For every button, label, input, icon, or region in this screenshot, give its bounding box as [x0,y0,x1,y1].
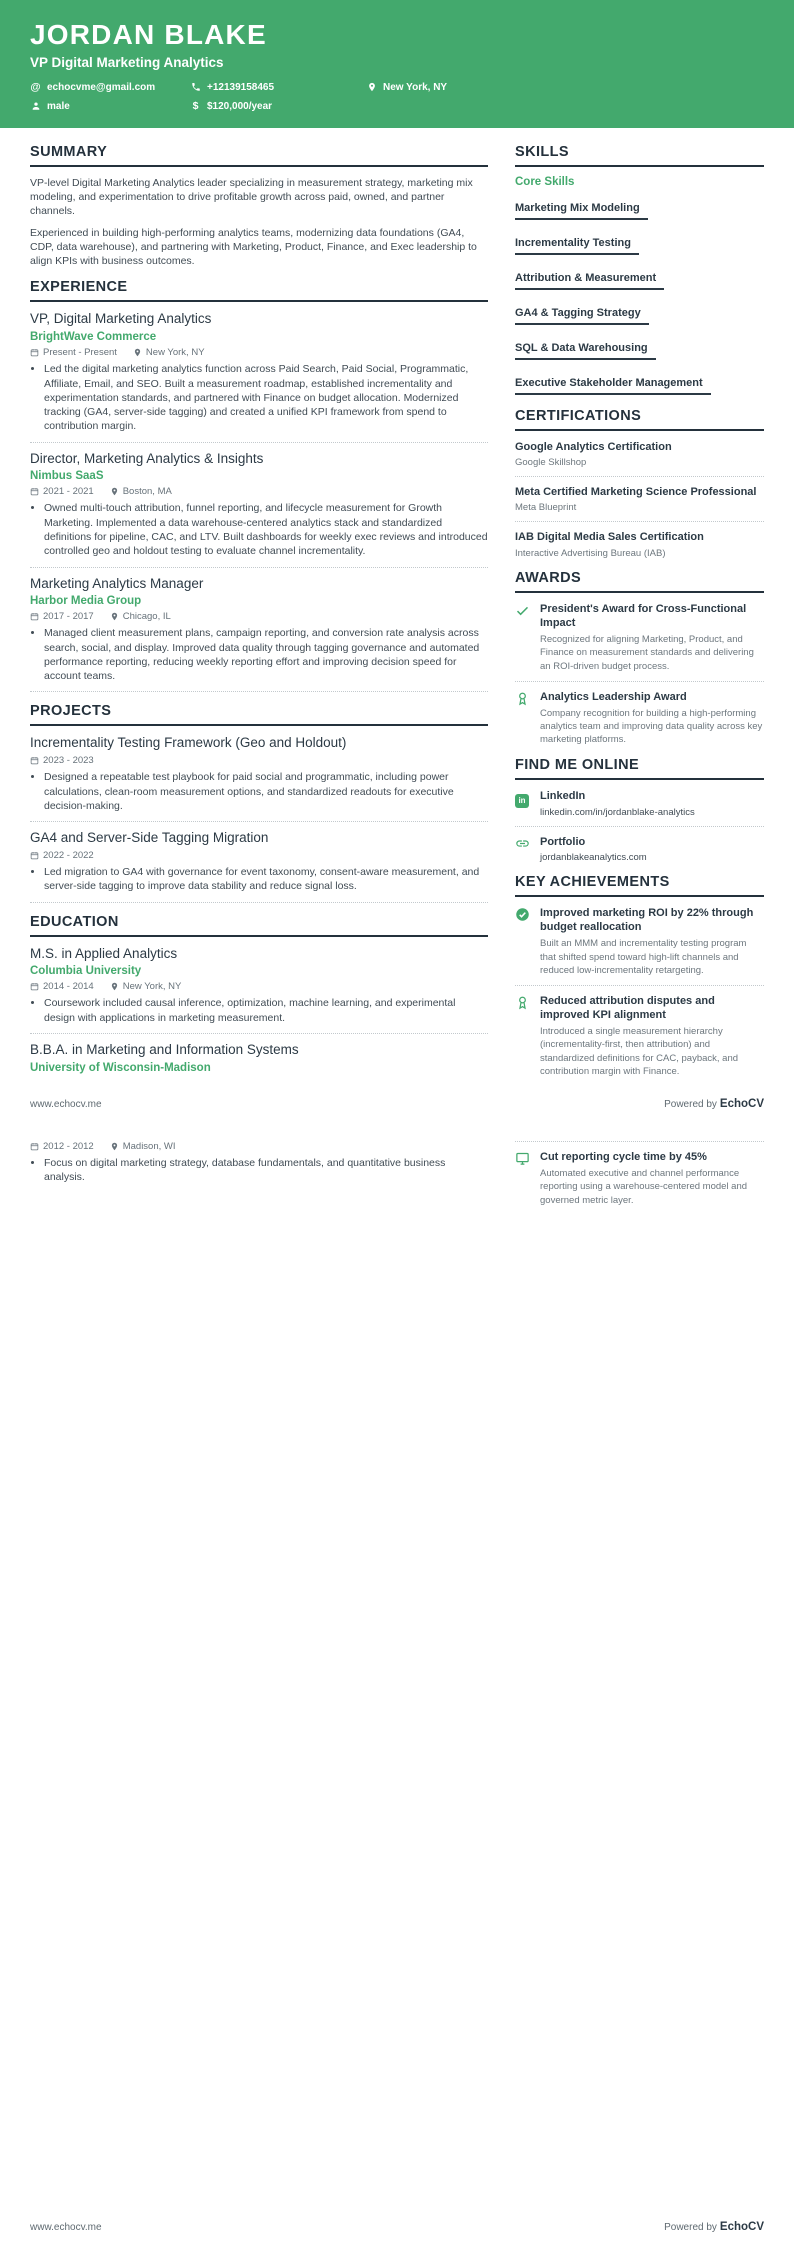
education-bullet: • Coursework included causal inference, optimization, machine learning, and experimental design with applications in marketing measurement. [44,996,488,1025]
candidate-name: JORDAN BLAKE [30,19,267,50]
education-dates-text: 2012 - 2012 [43,1141,94,1152]
achievement-entry [515,906,764,977]
contact-phone-text: +12139158465 [207,81,275,93]
footer-brand-link[interactable]: EchoCV [719,2221,764,2233]
dotted-divider [515,476,764,477]
achievement-description: Automated executive and channel performance reporting using a warehouse-centered model and governed metric layer. [540,1168,748,1206]
experience-company: Harbor Media Group [30,595,142,608]
left-column [30,144,488,1089]
dotted-divider [515,521,764,522]
dotted-divider [30,691,488,692]
section-key-achievements [515,874,764,1078]
online-profile-content [540,835,647,863]
skill-item [515,233,764,255]
experience-location-text: Chicago, IL [122,611,171,623]
education-meta [30,981,488,992]
key-achievements-heading: KEY ACHIEVEMENTS [515,874,764,897]
skill-item [515,198,764,220]
footer-site-link[interactable]: www.echocv.me [30,2222,102,2233]
achievement-description: Introduced a single measurement hierarchy (incrementality-first, then attribution) and standardized definitions for CAC, payback, and contribution margin with Finance. [540,1026,739,1077]
footer-brand-link[interactable]: EchoCV [719,1098,764,1110]
award-entry [515,602,764,673]
location-pin-icon [110,982,119,991]
phone-icon [190,82,201,93]
skill-label: Incrementality Testing [515,237,639,255]
education-location-text: New York, NY [122,981,182,993]
section-summary [30,144,488,269]
section-education [30,914,488,1074]
dotted-divider [30,902,488,903]
section-awards [515,570,764,747]
dotted-divider [515,1141,764,1142]
calendar-icon [30,1142,39,1151]
location-pin-icon [133,348,142,357]
achievement-entry [515,994,764,1078]
contact-salary-text: $120,000/year [207,100,273,112]
online-profile-content [540,789,695,817]
page-footer [30,1098,764,1110]
education-meta [30,1141,488,1152]
person-icon [30,101,41,112]
section-experience [30,279,488,692]
find-me-online-heading: FIND ME ONLINE [515,757,764,780]
skills-heading: SKILLS [515,144,764,167]
location-pin-icon [110,1142,119,1151]
project-bullet: • Designed a repeatable test playbook for paid social and programmatic, including power calculations, clean-room measurement options, and standardized readouts for executive decision-making. [44,770,488,813]
online-profile-label: LinkedIn [540,790,586,803]
experience-dates-text: 2021 - 2021 [43,486,94,498]
experience-heading: EXPERIENCE [30,279,488,302]
page-2 [0,1123,794,2246]
footer-site-link[interactable]: www.echocv.me [30,1099,102,1110]
certification-issuer: Interactive Advertising Bureau (IAB) [515,547,666,559]
certification-entry [515,530,764,558]
achievement-title: Cut reporting cycle time by 45% [540,1151,707,1163]
award-description: Company recognition for building a high-performing analytics team and improving data quality across key marketing platforms. [540,707,763,746]
certification-title: Google Analytics Certification [515,440,672,453]
section-certifications [515,408,764,559]
experience-title: Director, Marketing Analytics & Insights [30,450,264,466]
experience-dates-text: Present - Present [43,347,117,359]
certification-title: Meta Certified Marketing Science Professional [515,486,757,499]
certification-entry [515,485,764,513]
experience-entry [30,311,488,433]
achievement-title: Reduced attribution disputes and improved KPI alignment [540,994,715,1022]
calendar-icon [30,756,39,765]
summary-paragraph: VP-level Digital Marketing Analytics leader specializing in measurement strategy, marketing mix modeling, and experimentation to drive profitable growth across paid, owned, and partner channels. [30,176,473,218]
certification-entry [515,440,764,468]
page-2-columns [0,1123,794,1207]
online-profile-entry [515,789,764,817]
section-find-me-online [515,757,764,863]
experience-dates [30,347,117,358]
education-dates [30,981,94,992]
contact-gender [30,101,190,112]
skill-label: Executive Stakeholder Management [515,377,711,395]
dotted-divider [515,826,764,827]
candidate-job-title: VP Digital Marketing Analytics [30,54,224,70]
achievement-content [540,994,764,1078]
experience-entry [30,451,488,559]
experience-meta [30,347,488,358]
education-heading: EDUCATION [30,914,488,937]
skill-item [515,373,764,395]
contact-location-text: New York, NY [383,81,448,93]
page-footer [30,2221,764,2233]
dotted-divider [515,681,764,682]
project-bullets [30,865,488,894]
location-icon [366,82,377,93]
contact-salary [190,101,366,112]
education-degree: B.B.A. in Marketing and Information Systems [30,1041,299,1057]
experience-title: Marketing Analytics Manager [30,575,204,591]
dotted-divider [30,821,488,822]
experience-location [133,347,205,358]
achievement-content [540,1150,764,1207]
monitor-icon [515,1150,531,1207]
experience-dates-text: 2017 - 2017 [43,611,94,623]
achievement-content [540,906,764,977]
experience-bullets [30,501,488,558]
portfolio-icon [515,835,531,863]
skill-label: Attribution & Measurement [515,272,664,290]
check-circle-icon [515,906,531,977]
right-column [515,144,764,1089]
section-projects [30,703,488,902]
calendar-icon [30,487,39,496]
contact-gender-text: male [47,100,70,112]
experience-bullet: • Owned multi-touch attribution, funnel reporting, and lifecycle measurement for Growth Marketing. Implemented a data warehouse-centered analytics stack and standardized definitions for pipeline, CAC, and LTV. Built dashboards for weekly exec reviews and introduced controlled geo and holdout testing to evaluate channel incrementality. [44,501,488,558]
project-entry [30,830,488,893]
education-entry-continued [30,1141,488,1185]
calendar-icon [30,982,39,991]
skills-group-label: Core Skills [515,175,575,188]
dotted-divider [30,1033,488,1034]
projects-heading: PROJECTS [30,703,488,726]
award-content [540,690,764,747]
certification-issuer: Google Skillshop [515,457,587,469]
experience-location-text: Boston, MA [122,486,172,498]
experience-location-text: New York, NY [145,347,205,359]
location-pin-icon [110,487,119,496]
experience-bullets [30,626,488,683]
contact-location [366,82,764,93]
experience-meta [30,611,488,622]
summary-heading: SUMMARY [30,144,488,167]
experience-company: BrightWave Commerce [30,331,157,344]
project-bullets [30,770,488,813]
experience-company: Nimbus SaaS [30,470,104,483]
calendar-icon [30,612,39,621]
project-dates-text: 2022 - 2022 [43,850,94,862]
award-title: Analytics Leadership Award [540,690,687,703]
education-bullet: • Focus on digital marketing strategy, database fundamentals, and quantitative business analysis. [44,1156,488,1185]
experience-bullet: • Led the digital marketing analytics function across Paid Search, Paid Social, Programmatic, Affiliate, Email, and SEO. Built a measurement roadmap, established incrementality and experimentation standards, and partnered with Finance on budget allocation. Modernized tracking (GA4, server-side tagging) and created a unified KPI framework from spend to contribution margin. [44,362,488,433]
dotted-divider [515,985,764,986]
experience-bullet: • Managed client measurement plans, campaign reporting, and conversion rate analysis across search, social, and display. Improved data quality through tagging governance and automated performance reporting, reducing weekly reporting effort and improving decision speed for account teams. [44,626,488,683]
education-school: University of Wisconsin-Madison [30,1061,211,1074]
award-title: President's Award for Cross-Functional Impact [540,602,747,629]
education-bullets [30,996,488,1025]
education-entry [30,946,488,1025]
project-title: GA4 and Server-Side Tagging Migration [30,830,269,846]
dotted-divider [30,567,488,568]
education-school: Columbia University [30,965,142,978]
project-entry [30,735,488,813]
linkedin-icon: in [515,789,531,817]
skill-item [515,303,764,325]
location-pin-icon [110,612,119,621]
achievement-description: Built an MMM and incrementality testing program that shifted spend toward high-lift channels and reduced low-incrementality retargeting. [540,938,747,976]
project-dates-text: 2023 - 2023 [43,755,94,767]
award-content [540,602,764,673]
salary-icon: $ [192,100,199,113]
experience-bullets [30,362,488,433]
skill-label: GA4 & Tagging Strategy [515,307,649,325]
dotted-divider [30,442,488,443]
award-description: Recognized for aligning Marketing, Product, and Finance on measurement standards and delivering an ROI-driven budget process. [540,634,754,672]
check-icon [515,602,531,673]
certification-issuer: Meta Blueprint [515,502,577,514]
skill-item [515,268,764,290]
skill-label: Marketing Mix Modeling [515,202,648,220]
project-meta [30,755,488,766]
education-degree: M.S. in Applied Analytics [30,945,178,961]
award-entry [515,690,764,747]
online-profile-label: Portfolio [540,835,586,848]
footer-powered-prefix: Powered by [664,2222,717,2233]
experience-title: VP, Digital Marketing Analytics [30,311,212,327]
experience-dates [30,486,94,497]
calendar-icon [30,851,39,860]
experience-location [110,611,171,622]
education-location-text: Madison, WI [122,1141,176,1152]
page-1-columns [0,128,794,1089]
email-icon: @ [30,81,41,94]
experience-meta [30,486,488,497]
calendar-icon [30,348,39,357]
project-dates [30,850,94,861]
project-dates [30,755,94,766]
right-column [515,1141,764,1207]
education-entry [30,1042,488,1074]
section-skills [515,144,764,395]
medal-icon [515,994,531,1078]
experience-location [110,486,172,497]
resume-header [0,0,794,128]
medal-icon [515,690,531,747]
footer-powered [664,2221,764,2233]
achievement-entry [515,1150,764,1207]
skill-item [515,338,764,360]
skill-label: SQL & Data Warehousing [515,342,656,360]
education-dates [30,1141,94,1152]
left-column [30,1141,488,1207]
project-meta [30,850,488,861]
education-bullets [30,1156,488,1185]
education-dates-text: 2014 - 2014 [43,981,94,993]
education-location [110,1141,176,1152]
summary-paragraph: Experienced in building high-performing analytics teams, modernizing data foundations (GA4, CDP, data warehouse), and partnering with Marketing, Product, Finance, and Exec leadership to align KPIs with business outcomes. [30,226,477,268]
contact-phone[interactable] [190,82,366,93]
project-title: Incrementality Testing Framework (Geo and Holdout) [30,735,347,751]
footer-powered-prefix: Powered by [664,1099,717,1110]
education-location [110,981,182,992]
awards-heading: AWARDS [515,570,764,593]
contact-email[interactable] [30,82,190,93]
footer-powered [664,1098,764,1110]
certifications-heading: CERTIFICATIONS [515,408,764,431]
project-bullet: • Led migration to GA4 with governance for event taxonomy, consent-aware measurement, and server-side tagging to improve data stability and reduce signal loss. [44,865,488,894]
contact-email-text: echocvme@gmail.com [47,81,156,93]
experience-entry [30,576,488,684]
experience-dates [30,611,94,622]
online-profile-url[interactable]: jordanblakeanalytics.com [540,851,647,863]
certification-title: IAB Digital Media Sales Certification [515,531,704,544]
online-profile-entry [515,835,764,863]
achievement-title: Improved marketing ROI by 22% through budget reallocation [540,906,754,934]
online-profile-url[interactable]: linkedin.com/in/jordanblake-analytics [540,806,695,818]
contact-info [30,82,764,112]
